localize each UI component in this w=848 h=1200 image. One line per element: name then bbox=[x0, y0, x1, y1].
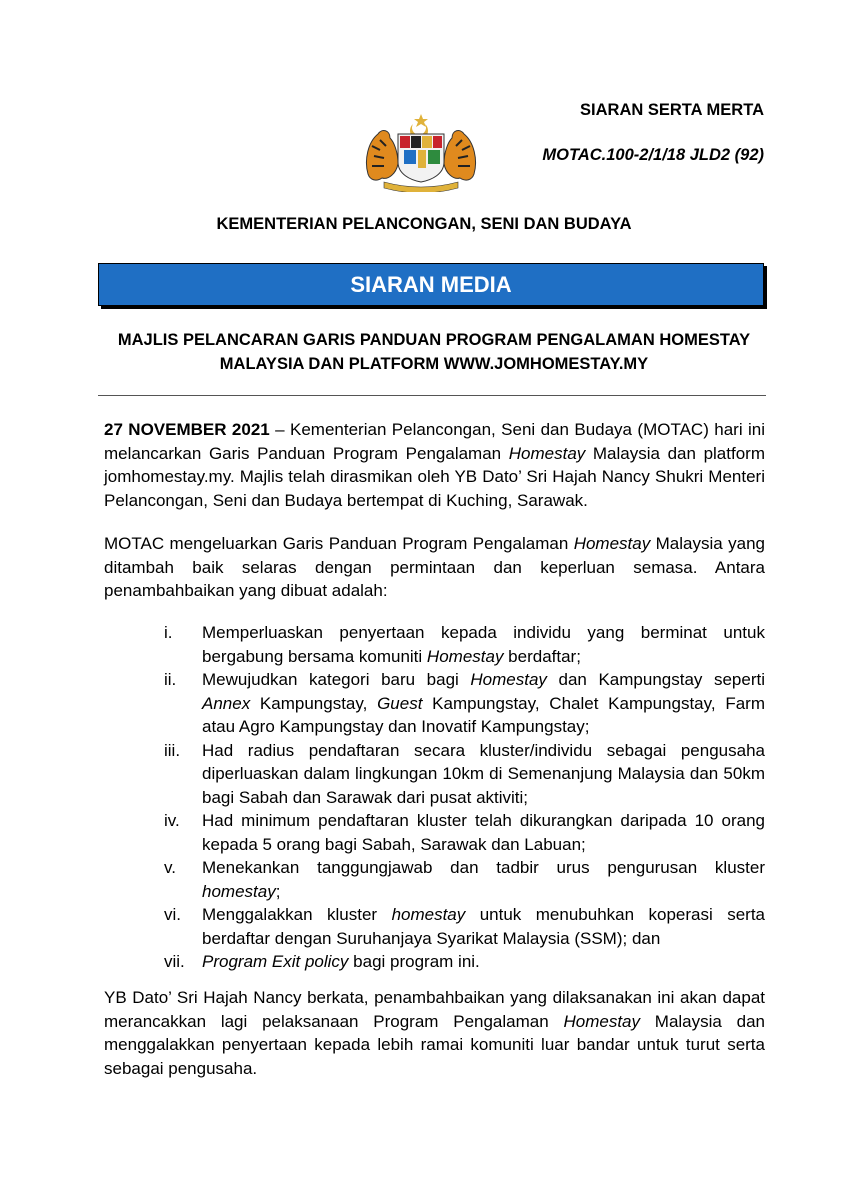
list-item bbox=[104, 668, 765, 739]
list-item bbox=[104, 950, 765, 974]
text-run: Mewujudkan kategori baru bagi bbox=[202, 670, 471, 689]
text-run: Memperluaskan penyertaan kepada individu yang berminat untuk bergabung bersama komuniti bbox=[202, 623, 765, 666]
text-run: Malaysia dan platform jomhomestay.my. Majlis telah dirasmikan oleh YB Dato’ Sri Hajah Nancy Shukri Menteri Pelancongan, Seni dan Budaya bertempat di Kuching, Sarawak. bbox=[104, 443, 765, 510]
banner-title: SIARAN MEDIA bbox=[350, 272, 512, 297]
text-run: Menekankan tanggungjawab dan tadbir urus pengurusan kluster bbox=[202, 858, 765, 877]
list-number: vi. bbox=[164, 905, 181, 924]
release-type-label: SIARAN SERTA MERTA bbox=[580, 101, 764, 119]
list-item bbox=[104, 739, 765, 810]
text-run-italic: Homestay bbox=[426, 646, 504, 666]
media-release-banner bbox=[98, 263, 764, 306]
list-item bbox=[104, 856, 765, 903]
list-number: iv. bbox=[164, 811, 180, 830]
text-run: ; bbox=[275, 881, 281, 901]
list-number: i. bbox=[164, 623, 173, 642]
list-number: v. bbox=[164, 858, 176, 877]
release-date: 27 NOVEMBER 2021 bbox=[104, 420, 270, 439]
text-run: Malaysia dan menggalakkan penyertaan kepada lebih ramai komuniti luar bandar untuk turut serta sebagai pengusaha. bbox=[104, 1011, 766, 1078]
text-run: Kampungstay, Chalet Kampungstay, Farm atau Agro Kampungstay dan Inovatif Kampungstay; bbox=[202, 693, 765, 736]
text-run-italic: Homestay bbox=[508, 443, 586, 463]
list-text: Had minimum pendaftaran kluster telah dikurangkan daripada 10 orang kepada 5 orang bagi Sabah, Sarawak dan Labuan; bbox=[202, 811, 765, 854]
text-run: – Kementerian Pelancongan, Seni dan Budaya (MOTAC) hari ini melancarkan Garis Panduan Program Pengalaman bbox=[104, 420, 765, 463]
text-run-italic: Annex bbox=[202, 693, 251, 713]
list-text: Had radius pendaftaran secara kluster/individu sebagai pengusaha diperluaskan dalam lingkungan 10km di Semenanjung Malaysia dan 50km bagi Sabah dan Sarawak dari pusat aktiviti; bbox=[202, 740, 765, 807]
list-number: iii. bbox=[164, 740, 181, 760]
list-number: vii. bbox=[164, 952, 185, 971]
headline-line-1: MAJLIS PELANCARAN GARIS PANDUAN PROGRAM PENGALAMAN HOMESTAY bbox=[117, 331, 751, 349]
paragraph-minister-statement bbox=[104, 986, 765, 1080]
paragraph-intro bbox=[104, 418, 765, 512]
text-run-italic: Homestay bbox=[563, 1011, 640, 1031]
headline-line-2: MALAYSIA DAN PLATFORM WWW.JOMHOMESTAY.MY bbox=[219, 355, 649, 373]
coat-of-arms-logo bbox=[360, 112, 482, 192]
text-run: Menggalakkan kluster bbox=[202, 905, 392, 924]
paragraph-guidelines bbox=[104, 532, 765, 603]
text-run-italic: Guest bbox=[377, 693, 423, 713]
text-run: bagi program ini. bbox=[348, 952, 480, 971]
text-run-italic: Homestay bbox=[470, 670, 547, 689]
list-number: ii. bbox=[164, 670, 177, 689]
text-run: dan Kampungstay seperti bbox=[546, 670, 766, 689]
list-item bbox=[104, 621, 765, 668]
reference-number: MOTAC.100-2/1/18 JLD2 (92) bbox=[542, 146, 764, 164]
press-headline bbox=[90, 328, 778, 376]
text-run-italic: Homestay bbox=[573, 534, 651, 553]
text-run: YB Dato’ Sri Hajah Nancy berkata, penambahbaikan yang dilaksanakan ini akan dapat merancakkan lagi pelaksanaan Program Pengalaman bbox=[104, 988, 765, 1031]
list-item bbox=[104, 809, 765, 856]
text-run-italic: homestay bbox=[391, 905, 466, 924]
list-item bbox=[104, 903, 765, 950]
ministry-name: KEMENTERIAN PELANCONGAN, SENI DAN BUDAYA bbox=[216, 215, 632, 233]
text-run-italic: Program Exit policy bbox=[202, 952, 349, 971]
text-run: untuk menubuhkan koperasi serta berdaftar dengan Suruhanjaya Syarikat Malaysia (SSM); dan bbox=[202, 905, 766, 948]
text-run: MOTAC mengeluarkan Garis Panduan Program Pengalaman bbox=[104, 534, 574, 553]
improvements-list bbox=[104, 621, 765, 974]
text-run: Kampungstay, bbox=[250, 693, 378, 713]
text-run: berdaftar; bbox=[503, 646, 581, 666]
divider bbox=[98, 395, 766, 396]
text-run-italic: homestay bbox=[202, 881, 276, 901]
text-run: Malaysia yang ditambah baik selaras dengan permintaan dan keperluan semasa. Antara penambahbaikan yang dibuat adalah: bbox=[104, 534, 765, 600]
